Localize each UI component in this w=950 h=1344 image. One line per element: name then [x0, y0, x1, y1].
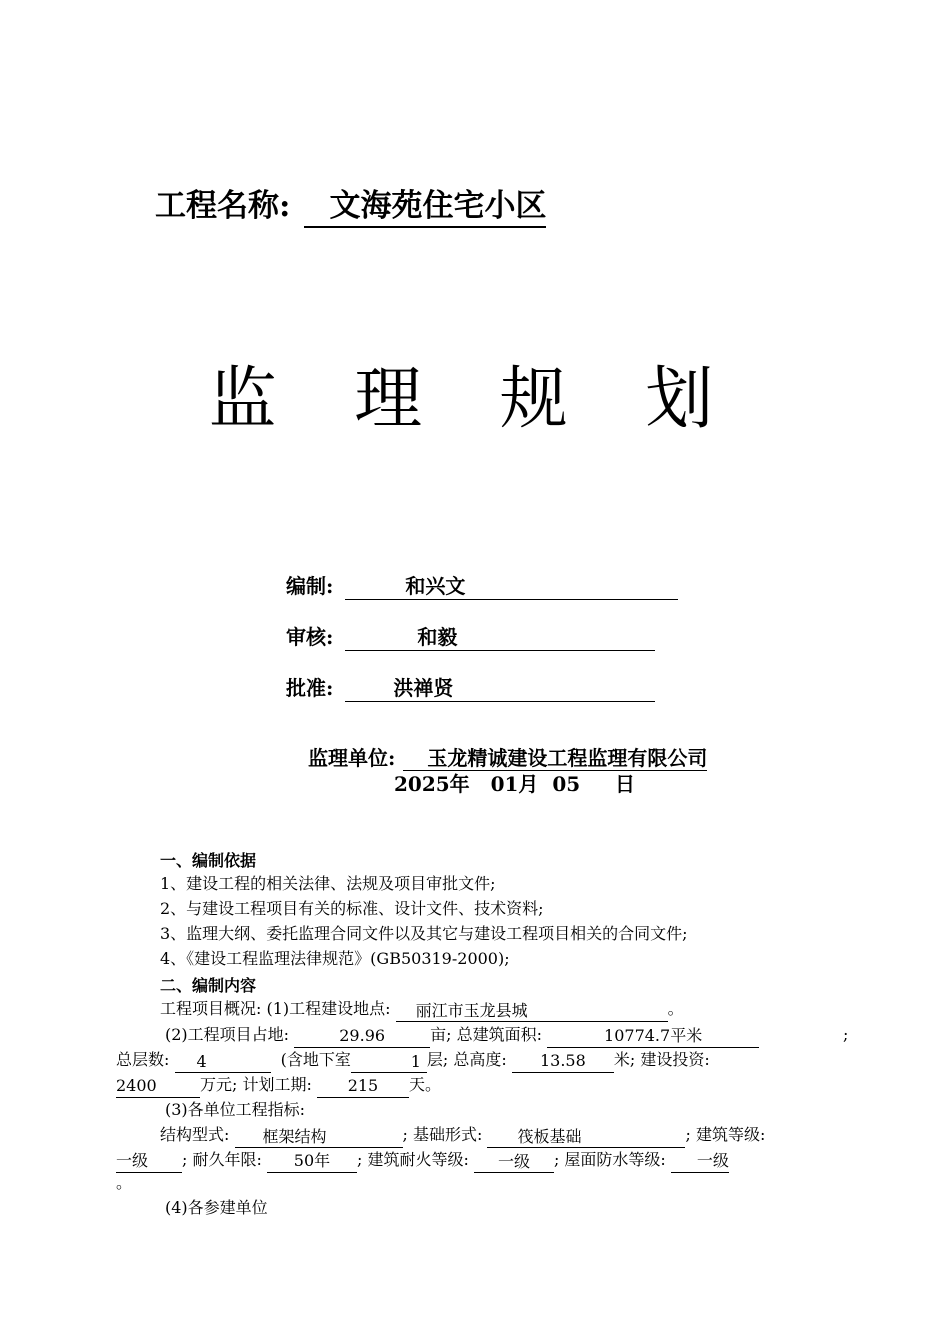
floors-value: 4	[175, 1051, 271, 1073]
project-name-line	[155, 180, 546, 228]
section1-item-4: 4、《建设工程监理法律规范》(GB50319-2000);	[160, 949, 510, 968]
document-title: 监 理 规 划	[208, 360, 742, 439]
floors-row	[116, 1047, 710, 1073]
compiled-label: 编制:	[286, 574, 334, 598]
duration-value: 215	[317, 1075, 409, 1098]
fire-value: 一级	[474, 1151, 554, 1173]
durability-label: ; 耐久年限:	[182, 1150, 262, 1169]
approved-label: 批准:	[286, 676, 334, 700]
roof-label: ; 屋面防水等级:	[553, 1150, 666, 1169]
unit-name: 玉龙精诚建设工程监理有限公司	[403, 746, 707, 771]
approved-by: 洪禅贤	[393, 676, 454, 700]
invest-unit: 万元; 计划工期:	[200, 1075, 312, 1094]
date-month-unit: 月	[518, 772, 539, 796]
location-label: (1)工程建设地点:	[266, 999, 391, 1018]
land-row-end: ;	[843, 1025, 849, 1044]
reviewed-slot	[345, 624, 655, 651]
overview-row	[160, 996, 684, 1022]
land-area: 29.96	[294, 1025, 430, 1048]
structure-label: 结构型式:	[160, 1125, 230, 1144]
section1-item-1: 1、建设工程的相关法律、法规及项目审批文件;	[160, 874, 496, 893]
reviewed-label: 审核:	[286, 625, 334, 649]
investment-value: 2400	[116, 1075, 200, 1098]
unit-label: 监理单位:	[308, 746, 396, 770]
height-value: 13.58	[512, 1050, 614, 1073]
location-period: 。	[667, 999, 684, 1018]
fire-label: ; 建筑耐火等级:	[356, 1150, 469, 1169]
date-line	[394, 768, 635, 797]
approved-slot	[345, 675, 655, 702]
approved-row	[286, 672, 655, 702]
project-name: 文海苑住宅小区	[304, 186, 546, 228]
date-month: 01	[490, 772, 519, 796]
roof-value: 一级	[671, 1150, 729, 1173]
section1-item-3: 3、监理大纲、委托监理合同文件以及其它与建设工程项目相关的合同文件;	[160, 924, 688, 943]
location-value: 丽江市玉龙县城	[396, 1000, 668, 1022]
reviewed-row	[286, 621, 655, 651]
durability-row	[116, 1147, 729, 1173]
foundation-label: ; 基础形式:	[402, 1125, 483, 1144]
grade-value: 一级	[116, 1150, 182, 1173]
date-day: 05	[552, 772, 581, 796]
section2-heading: 二、编制内容	[160, 976, 257, 995]
land-label: (2)工程项目占地:	[165, 1025, 290, 1044]
item3-label: (3)各单位工程指标:	[165, 1100, 306, 1119]
durability-value: 50年	[267, 1150, 357, 1173]
project-label: 工程名称:	[155, 188, 291, 224]
item4-label: (4)各参建单位	[165, 1198, 268, 1217]
overview-label: 工程项目概况:	[160, 999, 262, 1018]
date-year-unit: 年	[449, 772, 470, 796]
land-row	[165, 1022, 759, 1048]
structure-value: 框架结构	[235, 1126, 403, 1148]
supervising-unit-line	[308, 742, 707, 771]
floor-area-label: 亩; 总建筑面积:	[430, 1025, 543, 1044]
invest-label: 米; 建设投资:	[613, 1050, 710, 1069]
section1-heading: 一、编制依据	[160, 851, 257, 870]
structure-row	[160, 1122, 765, 1148]
compiled-by: 和兴文	[405, 574, 466, 598]
basement-value: 1	[351, 1051, 427, 1073]
height-label: 层; 总高度:	[426, 1050, 507, 1069]
foundation-value: 筏板基础	[487, 1126, 685, 1148]
grade-label: ; 建筑等级:	[685, 1125, 766, 1144]
compiled-row	[286, 570, 678, 600]
basement-label: (含地下室	[280, 1050, 351, 1069]
floors-label: 总层数:	[116, 1050, 170, 1069]
reviewed-by: 和毅	[417, 625, 458, 649]
duration-unit: 天。	[408, 1075, 441, 1094]
date-day-unit: 日	[615, 772, 636, 796]
compiled-slot	[345, 573, 678, 600]
date-year: 2025	[394, 772, 450, 796]
floor-area: 10774.7平米	[547, 1025, 759, 1048]
section1-item-2: 2、与建设工程项目有关的标准、设计文件、技术资料;	[160, 899, 544, 918]
investment-row	[116, 1072, 441, 1098]
end-period: 。	[116, 1173, 133, 1192]
